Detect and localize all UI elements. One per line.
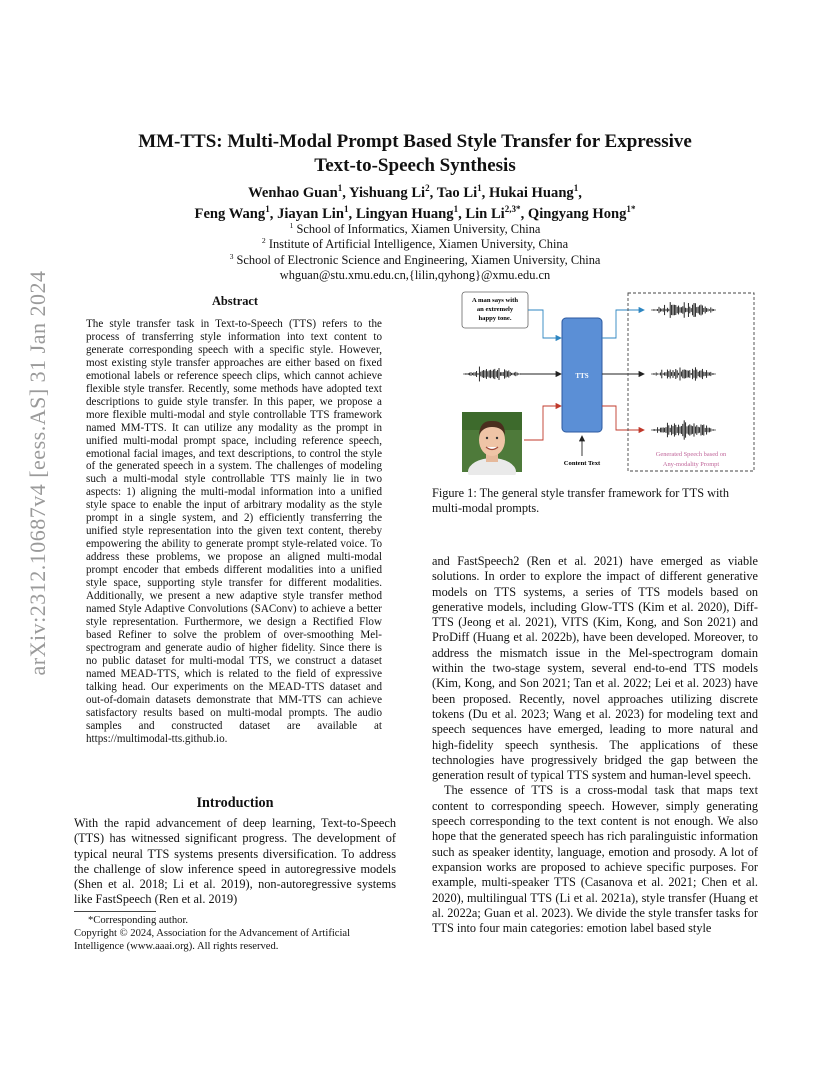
author-emails: whguan@stu.xmu.edu.cn,{lilin,qyhong}@xmu.edu.cn [279,268,551,283]
author-list: Wenhao Guan$^1$, Yishuang Li$^2$, Tao Li$^1$, Hukai Huang$^1$, Feng Wang$^1$, Jiayan Lin$^1$, Lingyan Huang$^1$, Lin $Li^{2,3*}$, Qingyang Hong$^{1*}$ [194,183,636,222]
footnote-corresponding: *Corresponding author. [88,915,189,926]
abstract-heading: Abstract [211,294,259,308]
footnote-divider [74,911,156,912]
paragraph: The essence of TTS is a cross-modal task that maps text content to corresponding speech. However, simply generating speech corresponding to the text content is not enough. We also hope that the generated speech has rich paralinguistic information such as speaker identity, language, emotion and prosody. A lot of expansion works are proposed to achieve specific purposes. For example, multi-speaker TTS (Casanova et al. 2021; Chen et al. 2020), multilingual TTS (Li et al. 2021a), style transfer (Huang et al. 2022a; Guan et al. 2023). We divide the style transfer tasks for TTS into four main categories: emotion label based style [432,783,758,936]
introduction-heading: Introduction [196,795,274,811]
content-text-label: Content Text [563,460,601,467]
figure-style-transfer-framework [458,290,758,475]
generated-speech-waveforms [652,302,715,440]
affiliation-line: $^1$ School of Informatics, Xiamen University, China [289,220,541,236]
paragraph: and FastSpeech2 (Ren et al. 2021) have emerged as viable solutions. In order to explore the impact of different generative models on TTS systems, a series of TTS models based on generative models, including Glow-TTS (Kim et al. 2020), Diff-TTS (Jeong et al. 2021), VITS (Kim, Kong, and Son 2021) and ProDiff (Huang et al. 2022b), have been developed. Moreover, to address the mismatch issue in the Mel-spectrogram domain within the two-stage system, several end-to-end TTS models (Kim, Kong, and Son 2021; Tan et al. 2022; Lei et al. 2023) have been proposed. Recently, novel approaches utilizing discrete tokens (Du et al. 2023; Wang et al. 2023) for modeling text and speech sequences have emerged, leading to more natural and high-fidelity speech synthesis. The applications of these technologies have progressively bridged the gap between the generation result of typical TTS system and human-level speech. [432,554,758,783]
paper-title [90,130,740,178]
generated-speech-box [628,293,754,471]
text-prompt-line: A man says with [472,297,518,304]
output-label: Any-modality Prompt [662,461,720,468]
author-name: Lin $Li^{2,3*}$ [465,204,521,222]
abstract-body: The style transfer task in Text-to-Speech (TTS) refers to the process of transferring style information into text content to generate corresponding speech with a specific style. However, most existing style transfer approaches are either based on fixed emotional labels or reference speech clips, which cannot achieve flexible style transfer. Recently, some methods have adopted text descriptions to guide style transfer. In this paper, we propose a more flexible multi-modal and style controllable TTS framework named MM-TTS. It can utilize any modality as the prompt in unified multi-modal prompt space, including reference speech, emotional facial images, and text descriptions, to control the style of the generated speech in a system. The challenges of modeling such a multi-modal style controllable TTS mainly lie in two aspects: 1) aligning the multi-modal information into a unified style space to enable the input of arbitrary modality as the style prompt in a single system, and 2) efficiently transferring the unified style representation into the given text content, thereby empowering the ability to generate prompt style-related voice. To address these problems, we propose an aligned multi-modal prompt encoder that embeds different modalities into a unified style space, supporting style transfer for different modalities. Additionally, we present a new adaptive style transfer method named Style Adaptive Convolutions (SAConv) to achieve a better style representation. Furthermore, we design a Rectified Flow based Refiner to solve the problem of over-smoothing Mel-spectrogram and generate audio of higher fidelity. Since there is no public dataset for multi-modal TTS, we construct a dataset named MEAD-TTS, which is related to the field of expressive talking head. Our experiments on the MEAD-TTS dataset and out-of-domain datasets demonstrate that MM-TTS can achieve satisfactory results based on multi-modal prompts. The audio samples and constructed dataset are available at https://multimodal-tts.github.io. [86,318,382,745]
face-image-prompt [462,412,522,475]
author-name: Wenhao Guan$^1$ [248,183,343,201]
text-prompt-line: an extremely [476,306,514,313]
title-line-1: MM-TTS: Multi-Modal Prompt Based Style Transfer for Expressive [138,131,692,152]
audio-prompt-waveform [464,367,520,382]
right-column-body [432,554,758,936]
output-arrow-image [602,406,644,430]
output-arrow-text [602,310,644,338]
title-line-2: Text-to-Speech Synthesis [314,155,516,176]
introduction-body: With the rapid advancement of deep learning, Text-to-Speech (TTS) has witnessed significant progress. The development of typical neural TTS systems presents diversification. To address the challenge of slow inference speed in autoregressive models (Shen et al. 2018; Li et al. 2019), non-autoregressive systems like FastSpeech (Ren et al. 2019) [74,816,396,907]
output-label: Generated Speech based on [655,451,727,458]
author-name: Feng Wang$^1$ [194,204,270,222]
arxiv-stamp: arXiv:2312.10687v4 [eess.AS] 31 Jan 2024 [25,270,50,676]
affiliations [90,222,740,284]
author-name: Yishuang Li$^2$ [349,183,430,201]
author-name: Lingyan Huang$^1$ [355,204,459,222]
text-prompt [462,292,528,328]
author-name: Tao Li$^1$ [436,183,482,201]
affiliation-line: $^3$ School of Electronic Science and Engineering, Xiamen University, China [229,251,601,267]
text-prompt-line: happy tone. [478,315,512,322]
tts-label: TTS [575,372,589,380]
author-name: Qingyang Hong$^{1*}$ [527,204,636,222]
author-name: Hukai Huang$^1$ [488,183,579,201]
footnotes [74,914,396,953]
affiliation-line: $^2$ Institute of Artificial Intelligence, Xiamen University, China [261,236,569,252]
figure-caption: Figure 1: The general style transfer framework for TTS with multi-modal prompts. [432,486,729,516]
footnote-copyright: Copyright © 2024, Association for the Advancement of Artificial Intelligence (www.aaai.org). All rights reserved. [74,928,351,952]
author-name: Jiayan Lin$^1$ [277,204,349,222]
image-arrow [524,406,561,440]
text-arrow [528,310,561,338]
